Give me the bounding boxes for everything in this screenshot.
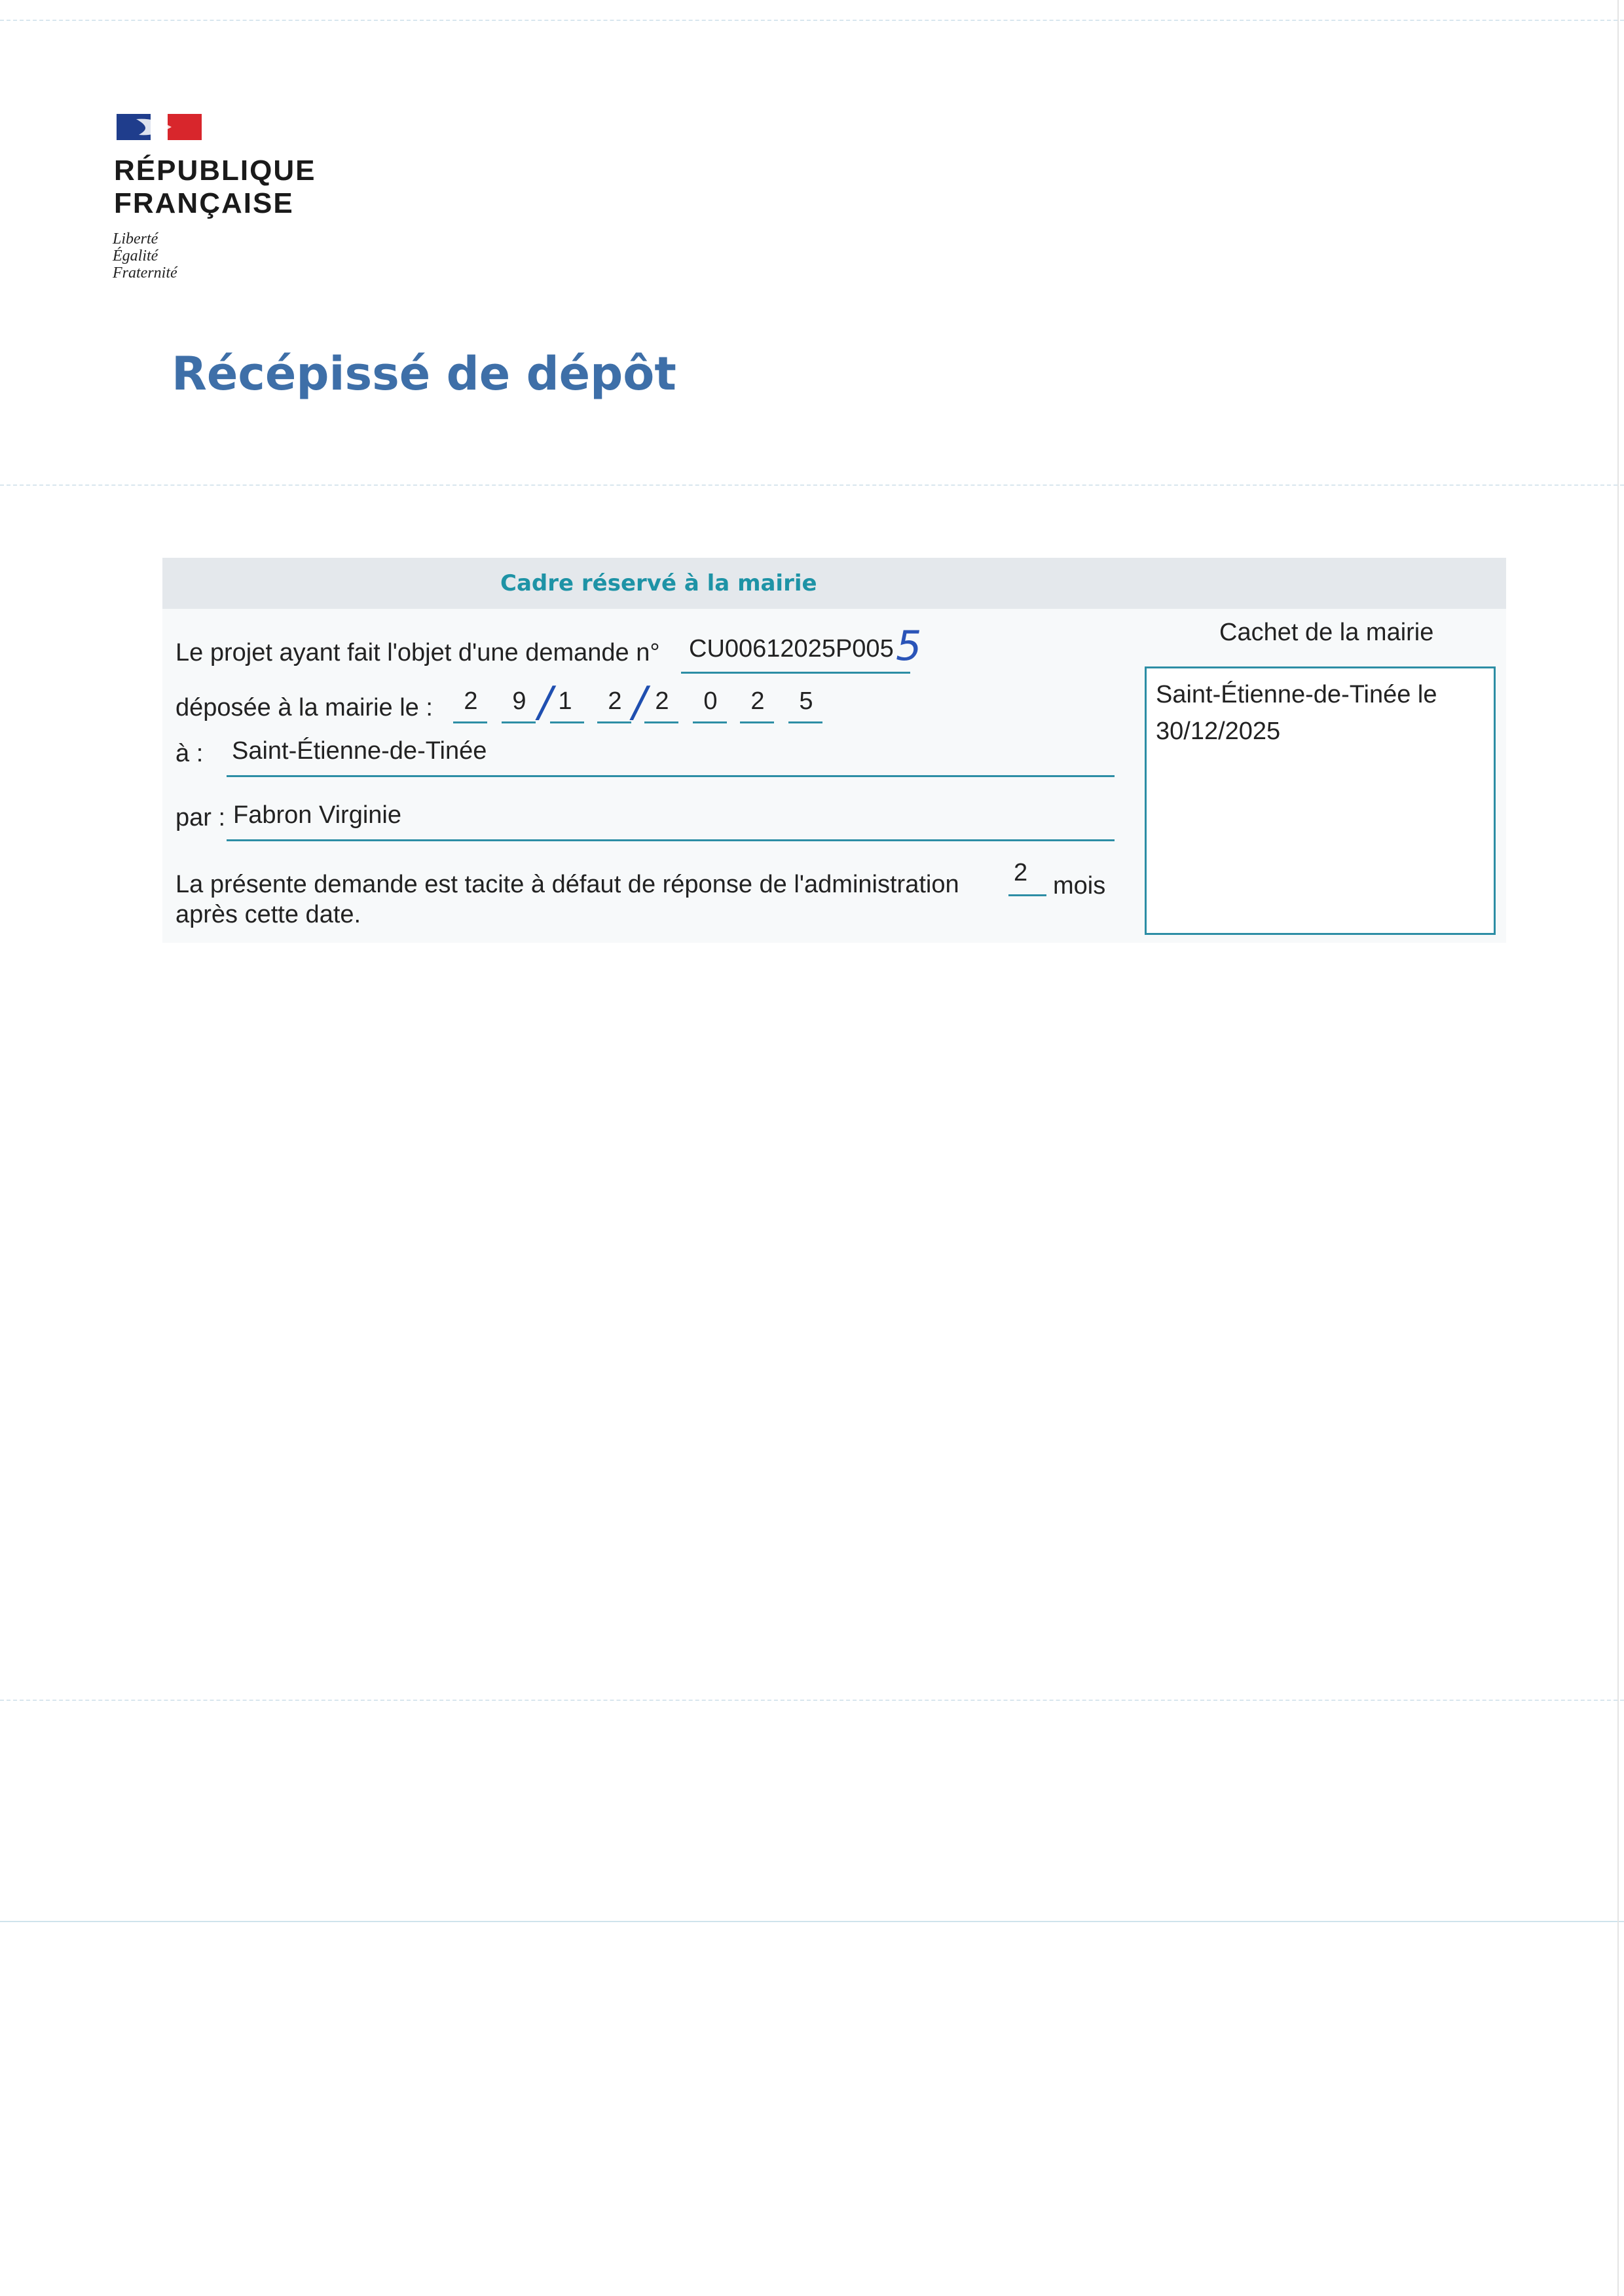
date-year-line-1	[644, 721, 678, 723]
date-month-line-2	[597, 721, 631, 723]
request-label: Le projet ayant fait l'objet d'une demande n°	[175, 639, 660, 666]
date-day-line-2	[502, 721, 536, 723]
scan-line-lower	[0, 1700, 1624, 1701]
date-year-digit-4: 5	[799, 687, 813, 715]
by-label: par :	[175, 804, 226, 831]
date-separator-2: /	[633, 678, 647, 727]
date-year-line-4	[788, 721, 822, 723]
stamp-title: Cachet de la mairie	[1219, 619, 1434, 646]
scan-line-fold	[0, 1921, 1624, 1922]
republic-line-2: FRANÇAISE	[114, 187, 294, 219]
page-edge	[1617, 0, 1619, 2296]
stamp-box	[1145, 666, 1496, 935]
date-day-digit-1: 2	[464, 687, 478, 715]
scan-line-mid	[0, 484, 1624, 486]
date-year-line-2	[693, 721, 727, 723]
stamp-line-1: Saint-Étienne-de-Tinée le	[1156, 681, 1437, 708]
request-number-underline	[681, 672, 910, 674]
date-year-digit-1: 2	[655, 687, 669, 715]
scan-line-top	[0, 20, 1624, 21]
stamp-text	[1156, 676, 1437, 750]
motto	[113, 230, 177, 282]
date-year-digit-2: 0	[703, 687, 718, 715]
deposit-label: déposée à la mairie le :	[175, 694, 433, 721]
place-underline	[227, 775, 1115, 777]
tacit-text: La présente demande est tacite à défaut de réponse de l'administration	[175, 871, 959, 898]
date-separator-1: /	[538, 678, 553, 727]
motto-fraternite: Fraternité	[113, 264, 177, 282]
frame-header	[162, 558, 1506, 609]
motto-liberte: Liberté	[113, 230, 158, 247]
place-value: Saint-Étienne-de-Tinée	[232, 737, 487, 765]
date-month-digit-1: 1	[558, 687, 572, 715]
tacit-months-value: 2	[1014, 859, 1028, 886]
date-month-line-1	[550, 721, 584, 723]
date-day-line-1	[453, 721, 487, 723]
tacit-months-underline	[1008, 894, 1046, 896]
republique-flag-logo	[117, 113, 202, 141]
motto-egalite: Égalité	[113, 247, 158, 264]
tacit-unit: mois	[1053, 872, 1106, 900]
tacit-text-2: après cette date.	[175, 901, 361, 928]
republique-francaise-title	[114, 155, 316, 220]
date-year-line-3	[740, 721, 774, 723]
date-month-digit-2: 2	[608, 687, 622, 715]
request-number: CU00612025P005	[689, 635, 894, 663]
request-number-handwritten-digit: 5	[896, 622, 922, 670]
date-day-digit-2: 9	[512, 687, 526, 715]
date-year-digit-3: 2	[750, 687, 765, 715]
by-underline	[227, 839, 1115, 841]
republic-line-1: RÉPUBLIQUE	[114, 155, 316, 187]
stamp-line-2: 30/12/2025	[1156, 718, 1281, 745]
place-label: à :	[175, 740, 204, 767]
page-title: Récépissé de dépôt	[172, 347, 676, 401]
by-value: Fabron Virginie	[233, 801, 402, 829]
frame-header-label: Cadre réservé à la mairie	[500, 570, 817, 596]
